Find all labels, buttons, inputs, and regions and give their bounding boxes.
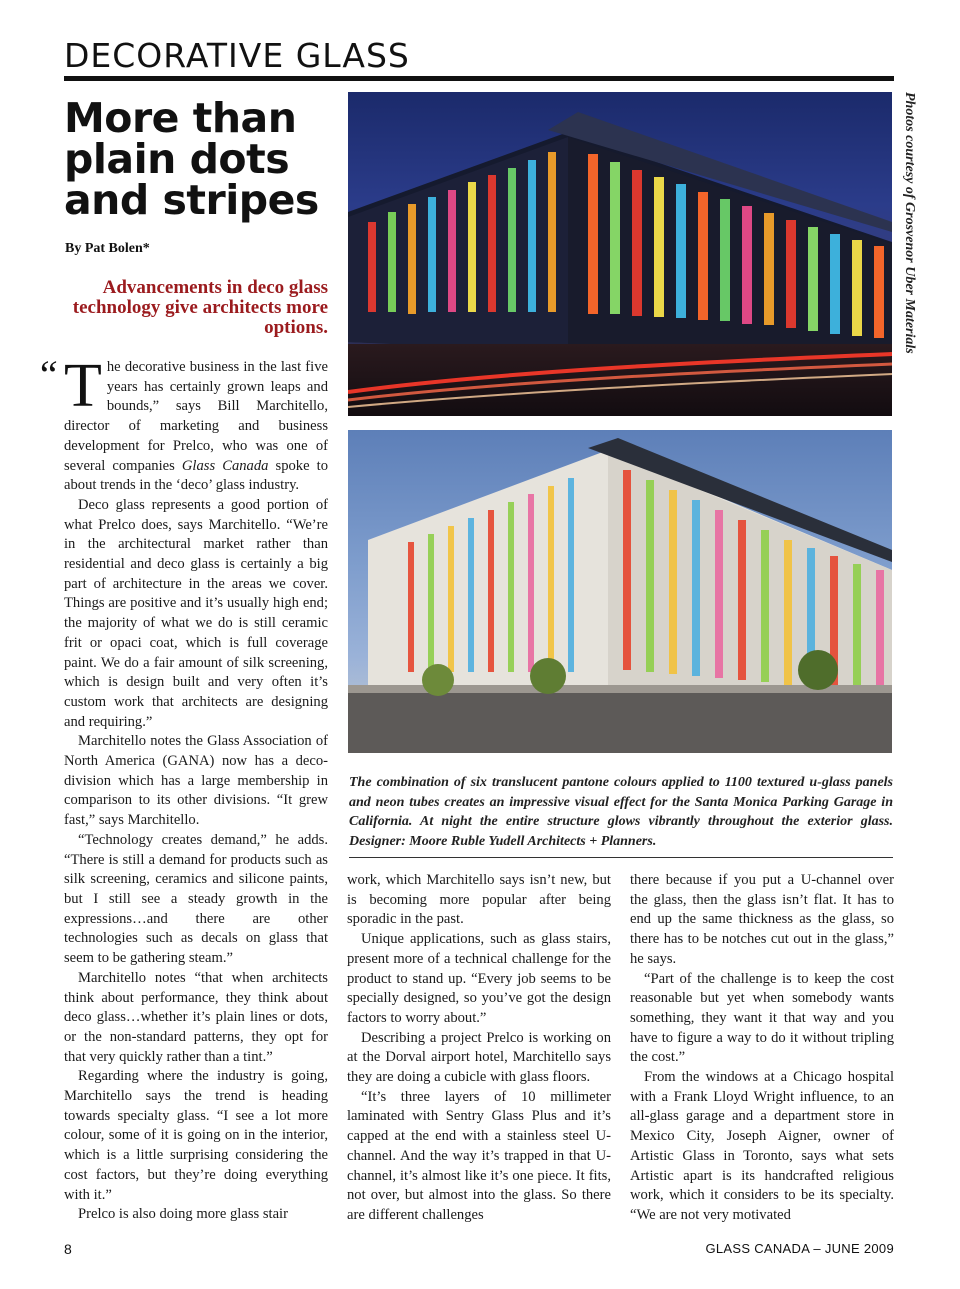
- headline-line-3: and stripes: [64, 176, 319, 224]
- headline-line-2: plain dots: [64, 135, 290, 183]
- paragraph-5: Marchitello notes “that when architects think about performance, they think about deco glass…whether it’s plain lines or dots, or the non-standard patterns, they opt for that very quickly rather than a tint.”: [64, 969, 328, 1065]
- deck: Advancements in deco glass technology give architects more options.: [72, 277, 328, 338]
- night-photo-illustration: [348, 92, 892, 416]
- day-photo-illustration: [348, 430, 892, 753]
- paragraph-1: The decorative business in the last five years has certainly grown leaps and bounds,” says Bill Marchitello, director of marketing and business development for Prelco, who was one of several companies Glass Canada spoke to about trends in the ‘deco’ glass industry.: [64, 352, 328, 494]
- paragraph-7: Prelco is also doing more glass stair: [78, 1206, 288, 1223]
- paragraph-7-continued: work, which Marchitello says isn’t new, but is becoming more popular after being sporadic in the past.: [347, 872, 611, 928]
- paragraph-11: “Part of the challenge is to keep the cost reasonable but yet when somebody wants something, they want it that way and you have to figure a way to do it without tripling the cost.”: [630, 970, 894, 1066]
- paragraph-2: Deco glass represents a good portion of what Prelco does, says Marchitello. “We’re in the architectural market rather than residential and deco glass is certainly a big part of architecture in the areas we cover. Things are positive and it’s usually high end; the majority of what we do is still ceramic frit or opaci coat, which is full coverage paint. We do a fair amount of silk screening, which is design built and very often it’s custom work that architects are designing and requiring.”: [64, 496, 328, 730]
- photo-credit: Photos courtesy of Grosvenor Uber Materials: [902, 92, 917, 354]
- section-label: DECORATIVE GLASS: [64, 36, 410, 75]
- drop-cap: T: [64, 352, 102, 420]
- article-column-3: [630, 871, 894, 1226]
- paragraph-10: “It’s three layers of 10 millimeter laminated with Sentry Glass Plus and it’s capped at the end with a stainless steel U-channel. And the way it’s trapped in that U-channel, it’s almost like it’s one piece. It fits, not over, but almost into the glass. So there are different challenges: [347, 1088, 611, 1223]
- page-number: 8: [64, 1241, 72, 1257]
- caption-rule: [349, 857, 893, 858]
- publication-name: Glass Canada: [181, 457, 269, 474]
- article-column-2: [347, 871, 611, 1226]
- headline: [64, 94, 344, 224]
- photo-caption: The combination of six translucent pantone colours applied to 1100 textured u-glass panels and neon tubes creates an impressive visual effect for the Santa Monica Parking Garage in California. At night the entire structure glows vibrantly throughout the exterior glass. Designer: Moore Ruble Yudell Architects + Planners.: [349, 775, 893, 850]
- night-parking-garage-photo: [348, 92, 892, 416]
- open-quote: “: [36, 352, 59, 397]
- paragraph-9: Describing a project Prelco is working on at the Dorval airport hotel, Marchitello says they are doing a cubicle with glass floors.: [347, 1029, 611, 1086]
- article-column-1: [64, 352, 328, 1225]
- paragraph-10-continued: there because if you put a U-channel over the glass, then the glass isn’t flat. It has to end up the same thickness as the glass, so there has to be notches cut out in the glass,” he says.: [630, 872, 894, 967]
- paragraph-8: Unique applications, such as glass stairs, present more of a technical challenge for the product to stand up. “Every job seems to be specially designed, so you’ve got the design factors to worry about.”: [347, 931, 611, 1026]
- headline-line-1: More than: [64, 94, 297, 142]
- day-parking-garage-photo: [348, 430, 892, 753]
- paragraph-4: “Technology creates demand,” he adds. “There is still a demand for products such as silk screening, ceramics and silicone paints, but I still see a steady growth in the expressions…and there are other technologies such as decals on glass that seem to be gathering steam.”: [64, 831, 328, 967]
- byline: By Pat Bolen*: [65, 241, 150, 256]
- paragraph-12: From the windows at a Chicago hospital with a Frank Lloyd Wright influence, to an all-glass garage and a department store in Mexico City, Joseph Aigner, owner of Artistic Glass in Toronto, says what sets Artistic apart is its handcrafted religious work, which it considers to be its specialty. “We are not very motivated: [630, 1069, 894, 1223]
- paragraph-3: Marchitello notes the Glass Association of North America (GANA) now has a deco-division which has a large membership in comparison to its other divisions. “It grew fast,” says Marchitello.: [64, 733, 328, 829]
- paragraph-6: Regarding where the industry is going, Marchitello says the trend is heading towards specialty glass. “I see a lot more colour, some of it is going on in the interior, which is a little surprising considering the cost factors, but they’re doing everything with it.”: [64, 1068, 328, 1203]
- journal-footer: GLASS CANADA – JUNE 2009: [705, 1241, 894, 1256]
- header-rule: [64, 76, 894, 81]
